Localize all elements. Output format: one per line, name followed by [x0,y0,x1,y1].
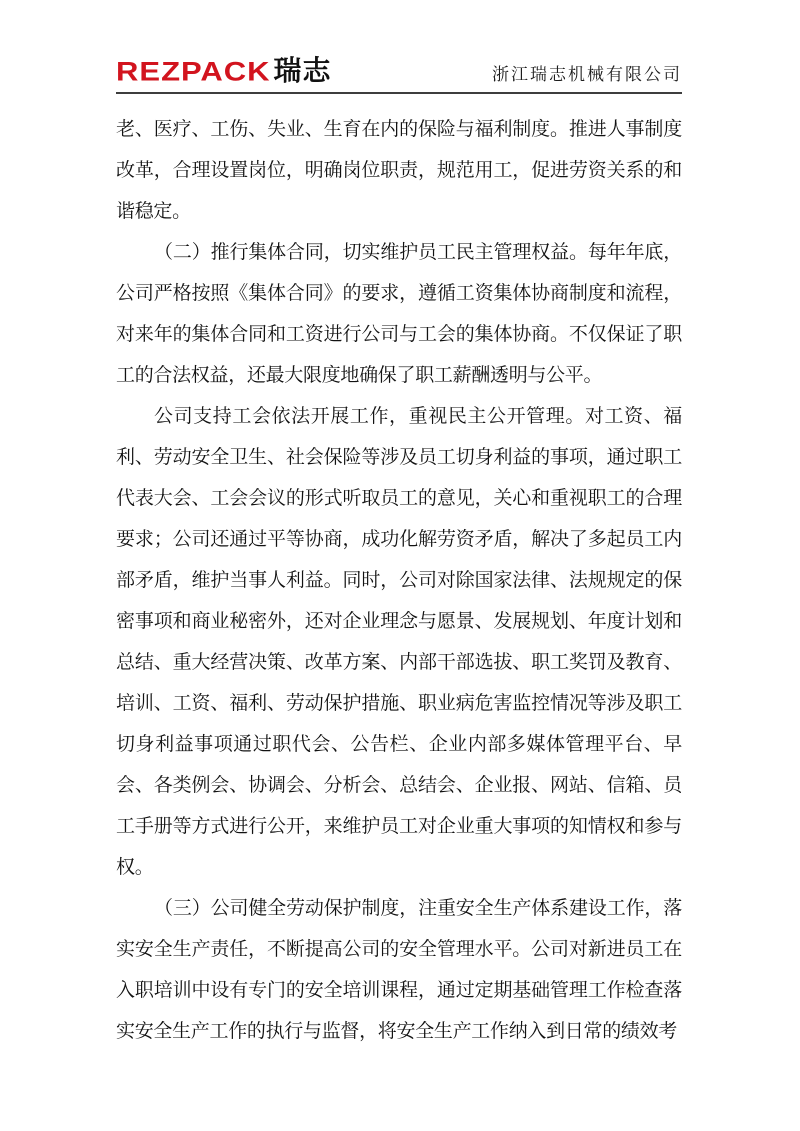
page-header [116,54,682,94]
paragraph-4: （三）公司健全劳动保护制度，注重安全生产体系建设工作，落实安全生产责任，不断提高公司的安全管理水平。公司对新进员工在入职培训中设有专门的安全培训课程，通过定期基础管理工作检查落实安全生产工作的执行与监督，将安全生产工作纳入到日常的绩效考 [116,898,682,1042]
paragraph-2: （二）推行集体合同，切实维护员工民主管理权益。每年年底，公司严格按照《集体合同》的要求，遵循工资集体协商制度和流程，对来年的集体合同和工资进行公司与工会的集体协商。不仅保证了职工的合法权益，还最大限度地确保了职工薪酬透明与公平。 [116,242,682,386]
logo-wordmark: REZPACK [116,55,271,87]
company-logo [116,54,332,85]
paragraph-3: 公司支持工会依法开展工作，重视民主公开管理。对工资、福利、劳动安全卫生、社会保险等涉及员工切身利益的事项，通过职工代表大会、工会会议的形式听取员工的意见，关心和重视职工的合理要求；公司还通过平等协商，成功化解劳资矛盾，解决了多起员工内部矛盾，维护当事人利益。同时，公司对除国家法律、法规规定的保密事项和商业秘密外，还对企业理念与愿景、发展规划、年度计划和总结、重大经营决策、改革方案、内部干部选拔、职工奖罚及教育、培训、工资、福利、劳动保护措施、职业病危害监控情况等涉及职工切身利益事项通过职代会、公告栏、企业内部多媒体管理平台、早会、各类例会、协调会、分析会、总结会、企业报、网站、信箱、员工手册等方式进行公开，来维护员工对企业重大事项的知情权和参与权。 [116,406,682,878]
logo-cjk-text: 瑞志 [273,54,332,87]
paragraph-1: 老、医疗、工伤、失业、生育在内的保险与福利制度。推进人事制度改革，合理设置岗位，明确岗位职责，规范用工，促进劳资关系的和谐稳定。 [116,119,682,222]
document-body [116,109,682,1052]
company-name: 浙江瑞志机械有限公司 [492,64,682,84]
